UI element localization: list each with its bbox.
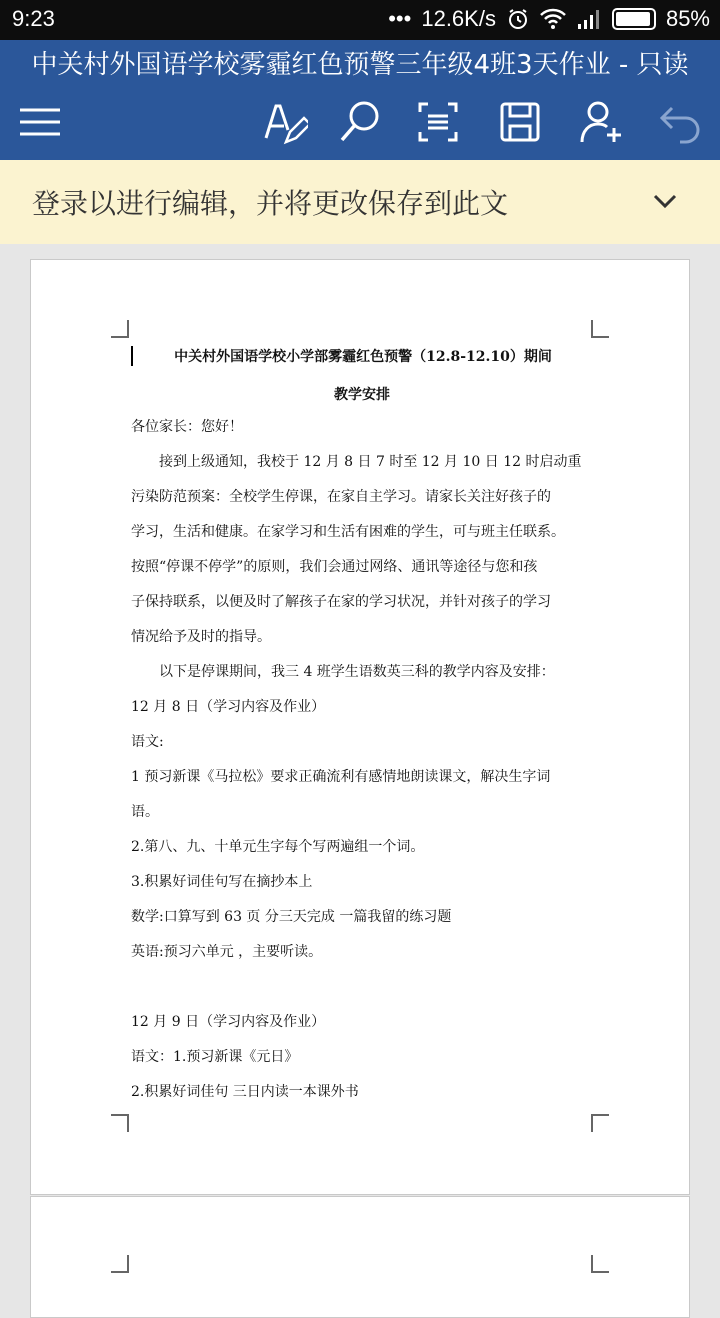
document-line: 数学:口算写到 63 页 分三天完成 一篇我留的练习题 [131, 909, 452, 925]
document-line: 各位家长：您好！ [131, 419, 243, 435]
document-line: 语文: [131, 734, 164, 750]
status-time: 9:23 [12, 6, 55, 31]
document-line: 污染防范预案：全校学生停课，在家自主学习。请家长关注好孩子的 [131, 489, 551, 505]
document-body [131, 346, 593, 1110]
document-line: 情况给予及时的指导。 [131, 629, 271, 645]
document-title: 中关村外国语学校雾霾红色预警三年级4班3天作业 - 只读 [31, 50, 689, 80]
signal-icon [576, 8, 602, 30]
document-line: 3.积累好词佳句写在摘抄本上 [131, 874, 313, 890]
document-heading: 中关村外国语学校小学部雾霾红色预警（12.8-12.10）期间 [131, 346, 593, 366]
toolbar [0, 92, 720, 156]
document-line: 英语:预习六单元 ，主要听读。 [131, 944, 323, 960]
margin-corner-icon [111, 1255, 129, 1273]
document-line: 语文：1.预习新课《元日》 [131, 1049, 299, 1065]
document-line: 12 月 9 日（学习内容及作业） [131, 1014, 326, 1030]
margin-corner-icon [111, 1114, 129, 1132]
margin-corner-icon [591, 1255, 609, 1273]
document-line: 12 月 8 日（学习内容及作业） [131, 699, 326, 715]
margin-corner-icon [591, 1114, 609, 1132]
app-bar [0, 40, 720, 160]
document-line: 语。 [131, 804, 159, 820]
document-line: 按照“停课不停学”的原则，我们会通过网络、通讯等途径与您和孩 [131, 559, 538, 575]
undo-icon[interactable] [656, 98, 704, 146]
status-right [388, 6, 710, 32]
battery-icon [612, 8, 656, 30]
battery-percent: 85% [665, 6, 710, 31]
wifi-icon [540, 8, 566, 30]
chevron-down-icon[interactable] [650, 186, 680, 216]
menu-icon[interactable] [16, 98, 64, 146]
document-line: 以下是停课期间，我三 4 班学生语数英三科的教学内容及安排： [159, 664, 555, 680]
status-bar [0, 0, 720, 40]
document-paragraphs [131, 410, 593, 1110]
search-icon[interactable] [336, 98, 384, 146]
document-page[interactable] [30, 259, 690, 1195]
document-line: 2.积累好词佳句 三日内读一本课外书 [131, 1084, 359, 1100]
margin-corner-icon [591, 320, 609, 338]
alarm-icon [506, 7, 530, 31]
document-line: 2.第八、九、十单元生字每个写两遍组一个词。 [131, 839, 425, 855]
banner-message: 登录以进行编辑，并将更改保存到此文 [32, 187, 509, 220]
dots-icon: ••• [388, 6, 412, 31]
document-line: 接到上级通知，我校于 12 月 8 日 7 时至 12 月 10 日 12 时启动重 [159, 454, 582, 470]
document-subheading: 教学安排 [334, 387, 390, 403]
document-line: 学习，生活和健康。在家学习和生活有困难的学生，可与班主任联系。 [131, 524, 565, 540]
reading-view-icon[interactable] [414, 98, 462, 146]
save-icon[interactable] [496, 98, 544, 146]
document-line: 子保持联系，以便及时了解孩子在家的学习状况，并针对孩子的学习 [131, 594, 551, 610]
document-page-2[interactable] [30, 1196, 690, 1318]
net-speed: 12.6K/s [421, 6, 496, 31]
share-icon[interactable] [578, 98, 626, 146]
document-line: 1 预习新课《马拉松》要求正确流利有感情地朗读课文，解决生字词 [131, 769, 551, 785]
edit-icon[interactable] [260, 98, 308, 146]
document-line [131, 970, 593, 1005]
margin-corner-icon [111, 320, 129, 338]
sign-in-banner[interactable] [0, 160, 720, 244]
